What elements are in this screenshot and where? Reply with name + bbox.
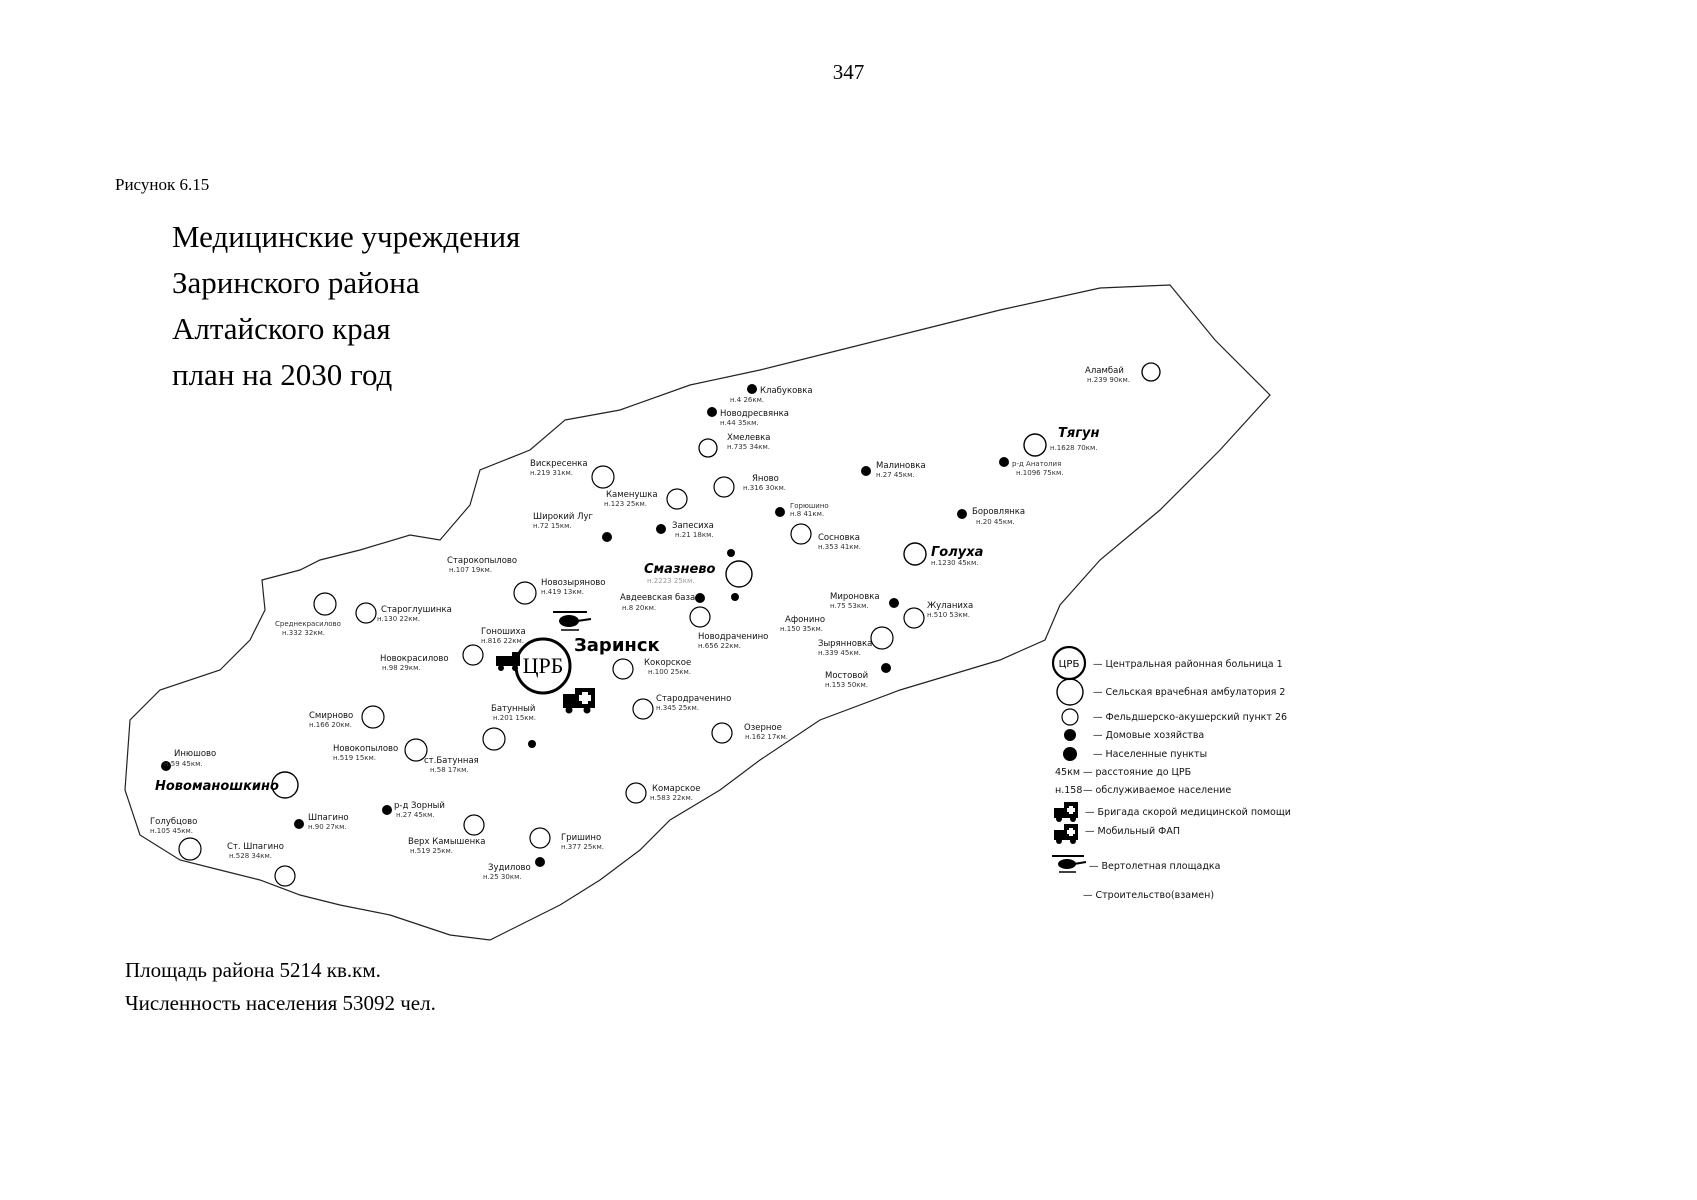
settlement-starokopylovo xyxy=(447,556,517,574)
legend-item: — Бригада скорой медицинской помощи xyxy=(1085,807,1291,818)
settlement-borovlyanka xyxy=(957,507,1025,526)
ambulance-icon xyxy=(496,652,520,671)
legend xyxy=(1052,647,1291,901)
settlement-golukha xyxy=(904,543,983,567)
page-number: 347 xyxy=(832,60,865,84)
legend-symbol: 45км xyxy=(1055,767,1080,778)
svg-text:Авдеевская база: Авдеевская база xyxy=(620,593,696,603)
figure-label: Рисунок 6.15 xyxy=(115,175,210,194)
settlement-yanovo xyxy=(714,474,786,497)
helicopter-icon xyxy=(1052,856,1086,872)
svg-text:Смирново: Смирново xyxy=(309,711,354,721)
svg-text:н.107 19км.: н.107 19км. xyxy=(449,566,493,574)
svg-text:Сосновка: Сосновка xyxy=(818,533,860,543)
svg-text:Шпагино: Шпагино xyxy=(308,813,349,823)
svg-text:Среднекрасилово: Среднекрасилово xyxy=(275,620,341,628)
settlement-novomanoshkino xyxy=(155,772,298,798)
settlement-kokorskoe xyxy=(613,658,691,679)
svg-text:Хмелевка: Хмелевка xyxy=(727,433,771,443)
svg-text:Яново: Яново xyxy=(752,474,779,484)
svg-text:Гришино: Гришино xyxy=(561,833,602,843)
svg-text:н.166 20км.: н.166 20км. xyxy=(309,721,353,729)
svg-text:н.510 53км.: н.510 53км. xyxy=(927,611,971,619)
svg-text:Жуланиха: Жуланиха xyxy=(927,601,974,611)
settlement-zapesikha xyxy=(656,521,714,539)
svg-text:ЦРБ: ЦРБ xyxy=(1058,659,1080,670)
legend-item: — Строительство(взамен) xyxy=(1083,890,1215,901)
household-icon xyxy=(1064,729,1076,741)
svg-text:н.201 15км.: н.201 15км. xyxy=(493,714,537,722)
title-line: план на 2030 год xyxy=(172,357,393,392)
svg-text:Батунный: Батунный xyxy=(491,704,536,714)
legend-item: — Центральная районная больница 1 xyxy=(1093,659,1283,670)
svg-text:н.656 22км.: н.656 22км. xyxy=(698,642,742,650)
svg-text:н.239 90км.: н.239 90км. xyxy=(1087,376,1131,384)
svg-text:Клабуковка: Клабуковка xyxy=(760,386,813,396)
svg-text:н.21 18км.: н.21 18км. xyxy=(675,531,714,539)
legend-item: — расстояние до ЦРБ xyxy=(1083,767,1192,778)
title-line: Алтайского края xyxy=(172,311,391,346)
legend-item: — Сельская врачебная амбулатория 2 xyxy=(1093,687,1286,698)
fap-icon xyxy=(1062,709,1078,725)
svg-text:Новодресвянка: Новодресвянка xyxy=(720,409,790,419)
settlement-komarskoe xyxy=(626,783,701,803)
svg-text:н.519 25км.: н.519 25км. xyxy=(410,847,454,855)
settlement-novokopylovo xyxy=(333,739,427,762)
settlement-icon xyxy=(1063,747,1077,761)
svg-text:Новоманошкино: Новоманошкино xyxy=(155,779,279,794)
svg-text:н.27 45км.: н.27 45км. xyxy=(876,471,915,479)
svg-text:н.123 25км.: н.123 25км. xyxy=(604,500,648,508)
svg-text:Староглушинка: Староглушинка xyxy=(381,605,452,615)
svg-text:н.339 45км.: н.339 45км. xyxy=(818,649,862,657)
svg-text:Новокрасилово: Новокрасилово xyxy=(380,654,449,664)
legend-item: — обслуживаемое население xyxy=(1083,785,1232,796)
svg-text:Верх Камышенка: Верх Камышенка xyxy=(408,837,486,847)
svg-text:н.75 53км.: н.75 53км. xyxy=(830,602,869,610)
svg-text:Широкий Луг: Широкий Луг xyxy=(533,512,593,522)
svg-text:Зырянновка: Зырянновка xyxy=(818,639,873,649)
svg-text:н.20 45км.: н.20 45км. xyxy=(976,518,1015,526)
settlement-zudilovo xyxy=(483,857,545,881)
svg-text:н.1230 45км.: н.1230 45км. xyxy=(931,559,979,567)
settlement-staroglushinka xyxy=(356,603,452,623)
svg-text:н.58 17км.: н.58 17км. xyxy=(430,766,469,774)
svg-text:Афонино: Афонино xyxy=(785,615,826,625)
settlement-klabukovka xyxy=(730,384,813,404)
svg-text:Старокопылово: Старокопылово xyxy=(447,556,518,566)
mobile-fap-icon xyxy=(563,688,595,714)
ambulance-icon xyxy=(1054,802,1078,822)
svg-text:н.153 50км.: н.153 50км. xyxy=(825,681,869,689)
svg-text:Голубцово: Голубцово xyxy=(150,817,198,827)
svg-text:Боровлянка: Боровлянка xyxy=(972,507,1026,517)
svg-text:н.27 45км.: н.27 45км. xyxy=(396,811,435,819)
svg-text:н.100 25км.: н.100 25км. xyxy=(648,668,692,676)
svg-text:н.72 15км.: н.72 15км. xyxy=(533,522,572,530)
svg-text:н.4 26км.: н.4 26км. xyxy=(730,396,765,404)
svg-text:Кокорское: Кокорское xyxy=(644,658,692,668)
settlement-starodracheno xyxy=(633,694,731,719)
svg-text:н.353 41км.: н.353 41км. xyxy=(818,543,862,551)
settlement-batunny xyxy=(483,704,536,750)
svg-text:н.150 35км.: н.150 35км. xyxy=(780,625,824,633)
svg-text:Новокопылово: Новокопылово xyxy=(333,744,399,754)
svg-text:Мироновка: Мироновка xyxy=(830,592,880,602)
svg-text:н.130 22км.: н.130 22км. xyxy=(377,615,421,623)
settlement-st-batunnaya xyxy=(424,756,479,774)
svg-text:Горюшино: Горюшино xyxy=(790,502,829,510)
settlement-st-shpagino xyxy=(227,842,295,886)
settlement-kamenushka xyxy=(604,489,687,509)
svg-text:Каменушка: Каменушка xyxy=(606,490,658,500)
settlement-zyryanovka xyxy=(818,627,893,657)
svg-text:Тягун: Тягун xyxy=(1058,426,1100,441)
svg-text:н.219 31км.: н.219 31км. xyxy=(530,469,574,477)
svg-text:н.735 34км.: н.735 34км. xyxy=(727,443,771,451)
crb-icon xyxy=(1053,647,1085,679)
settlement-avdeevskaya-baza xyxy=(620,593,739,612)
settlement-smirnovo xyxy=(309,706,384,729)
settlement-ozernoe xyxy=(712,723,788,743)
settlement-rd-zorny xyxy=(382,801,445,819)
svg-text:н.377 25км.: н.377 25км. xyxy=(561,843,605,851)
svg-text:Смазнево: Смазнево xyxy=(644,562,716,577)
settlement-shirokiy-lug xyxy=(533,512,612,542)
title-line: Заринского района xyxy=(172,265,420,300)
settlement-grishino xyxy=(530,828,604,851)
title-line: Медицинские учреждения xyxy=(172,219,521,254)
district-population: Численность населения 53092 чел. xyxy=(125,991,436,1015)
svg-text:н.1096 75км.: н.1096 75км. xyxy=(1016,469,1064,477)
legend-item: — Фельдшерско-акушерский пункт 26 xyxy=(1093,712,1288,723)
svg-text:Стародраченино: Стародраченино xyxy=(656,694,732,704)
svg-text:Зудилово: Зудилово xyxy=(488,863,531,873)
svg-text:Озерное: Озерное xyxy=(744,723,782,733)
settlement-novokrasilovo xyxy=(380,654,449,672)
settlement-khmelevka xyxy=(699,433,770,457)
settlement-goryushino xyxy=(775,502,829,518)
svg-text:н.162 17км.: н.162 17км. xyxy=(745,733,789,741)
svg-text:ЦРБ: ЦРБ xyxy=(522,653,564,678)
legend-item: — Домовые хозяйства xyxy=(1093,730,1205,741)
svg-text:н.2223 25км.: н.2223 25км. xyxy=(647,577,695,585)
settlement-afonino xyxy=(780,615,825,633)
settlement-smaznevo xyxy=(644,549,752,587)
settlement-malinovka xyxy=(861,461,926,479)
svg-text:н.816 22км.: н.816 22км. xyxy=(481,637,525,645)
settlement-novodresvyanka xyxy=(707,407,789,427)
svg-text:Голуха: Голуха xyxy=(931,545,984,560)
svg-text:р-д Анатолия: р-д Анатолия xyxy=(1012,460,1062,468)
svg-text:н.59 45км.: н.59 45км. xyxy=(164,760,203,768)
svg-text:Новодраченино: Новодраченино xyxy=(698,632,769,642)
svg-text:Вискресенка: Вискресенка xyxy=(530,459,588,469)
svg-text:Инюшово: Инюшово xyxy=(174,749,217,759)
svg-text:ст.Батунная: ст.Батунная xyxy=(424,756,479,766)
ambulatory-icon xyxy=(1057,679,1083,705)
svg-text:Новозыряново: Новозыряново xyxy=(541,578,606,588)
legend-item: — Вертолетная площадка xyxy=(1089,861,1221,872)
settlement-alambai xyxy=(1085,363,1160,384)
svg-text:н.90 27км.: н.90 27км. xyxy=(308,823,347,831)
settlement-tyagun xyxy=(1024,426,1099,456)
svg-text:Запесиха: Запесиха xyxy=(672,521,714,531)
legend-item: — Населенные пункты xyxy=(1093,749,1208,760)
svg-text:н.345 25км.: н.345 25км. xyxy=(656,704,700,712)
svg-text:н.519 15км.: н.519 15км. xyxy=(333,754,377,762)
svg-text:н.98 29км.: н.98 29км. xyxy=(382,664,421,672)
svg-text:Ст. Шпагино: Ст. Шпагино xyxy=(227,842,284,852)
svg-text:н.8 20км.: н.8 20км. xyxy=(622,604,657,612)
settlement-sosnovka xyxy=(791,524,861,551)
svg-text:Гоношиха: Гоношиха xyxy=(481,627,526,637)
svg-text:н.105 45км.: н.105 45км. xyxy=(150,827,194,835)
settlement-novozyryanovo xyxy=(514,578,606,604)
svg-text:н.583 22км.: н.583 22км. xyxy=(650,794,694,802)
district-area: Площадь района 5214 кв.км. xyxy=(125,958,381,982)
settlement-srednekrasilovo xyxy=(275,593,341,637)
svg-text:н.419 13км.: н.419 13км. xyxy=(541,588,585,596)
legend-symbol: н.158 xyxy=(1055,785,1083,796)
settlement-mostovoy xyxy=(825,663,891,689)
svg-text:Аламбай: Аламбай xyxy=(1085,366,1124,376)
map-footer xyxy=(125,954,436,1020)
svg-text:н.8 41км.: н.8 41км. xyxy=(790,510,825,518)
settlement-zhulanikha xyxy=(904,601,973,628)
settlement-mironovka xyxy=(830,592,899,610)
svg-text:н.316 30км.: н.316 30км. xyxy=(743,484,787,492)
settlement-inyushovo xyxy=(161,749,216,771)
svg-text:н.1628 70км.: н.1628 70км. xyxy=(1050,444,1098,452)
settlement-golubtsovo xyxy=(150,817,201,860)
svg-text:Комарское: Комарское xyxy=(652,784,701,794)
settlement-novodracheno xyxy=(690,607,768,650)
svg-text:н.332 32км.: н.332 32км. xyxy=(282,629,326,637)
svg-text:Мостовой: Мостовой xyxy=(825,671,869,681)
settlement-shpagino xyxy=(294,813,349,831)
svg-text:н.528 34км.: н.528 34км. xyxy=(229,852,273,860)
helicopter-icon xyxy=(553,612,591,630)
settlement-rd-anatoliya xyxy=(999,457,1063,477)
svg-text:н.25 30км.: н.25 30км. xyxy=(483,873,522,881)
mobile-fap-icon xyxy=(1054,824,1078,844)
settlement-vikresenka xyxy=(530,459,614,488)
settlement-zarinsk xyxy=(516,635,660,693)
svg-text:н.44 35км.: н.44 35км. xyxy=(720,419,759,427)
settlement-verkh-kamyshenka xyxy=(408,815,485,855)
svg-text:р-д Зорный: р-д Зорный xyxy=(394,801,445,811)
svg-text:Малиновка: Малиновка xyxy=(876,461,926,471)
svg-text:Заринск: Заринск xyxy=(574,635,660,656)
legend-item: — Мобильный ФАП xyxy=(1085,826,1180,837)
